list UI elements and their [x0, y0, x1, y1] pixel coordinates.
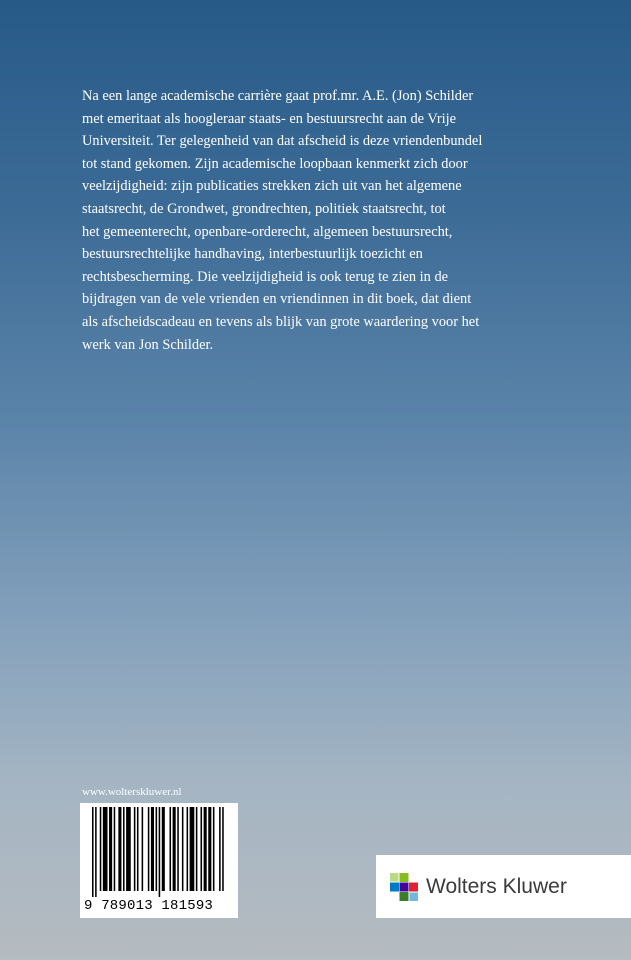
- blurb-line: Universiteit. Ter gelegenheid van dat afscheid is deze vriendenbundel: [82, 133, 483, 150]
- barcode-bar: [208, 807, 211, 891]
- blurb-line: met emeritaat als hoogleraar staats- en bestuursrecht aan de Vrije: [82, 110, 457, 127]
- blurb-line: bestuursrechtelijke handhaving, interbestuurlijk toezicht en: [82, 246, 423, 263]
- barcode-bar: [162, 807, 165, 891]
- barcode-bar: [182, 807, 184, 891]
- isbn-barcode: [80, 803, 238, 918]
- barcode-bar: [177, 807, 179, 891]
- barcode-bar: [187, 807, 189, 891]
- blurb-line: werk van Jon Schilder.: [82, 336, 214, 353]
- barcode-bar: [219, 807, 221, 891]
- barcode-bar: [201, 807, 203, 891]
- barcode-bar: [156, 807, 158, 891]
- barcode-bar: [95, 807, 97, 897]
- barcode-bar: [134, 807, 136, 891]
- barcode-bar: [100, 807, 102, 891]
- barcode-bar: [190, 807, 195, 891]
- barcode-bar: [114, 807, 116, 891]
- barcode-bar: [213, 807, 215, 891]
- blurb-line: bijdragen van de vele vrienden en vriendinnen in dit boek, dat dient: [82, 291, 472, 308]
- wolters-kluwer-logo-icon: [390, 873, 418, 901]
- barcode-bar: [142, 807, 144, 891]
- barcode-bar: [222, 807, 224, 891]
- barcode-bar: [151, 807, 154, 891]
- barcode-bar: [92, 807, 94, 897]
- blurb-line: tot stand gekomen. Zijn academische loopbaan kenmerkt zich door: [82, 155, 468, 172]
- barcode-bar: [148, 807, 150, 891]
- isbn-digits: 9 789013 181593: [84, 898, 214, 914]
- barcode-bar: [109, 807, 112, 891]
- barcode-icon: [92, 807, 226, 897]
- barcode-bar: [170, 807, 172, 891]
- barcode-bar: [103, 807, 108, 891]
- barcode-bar: [196, 807, 198, 891]
- barcode-bar: [173, 807, 176, 891]
- barcode-bar: [137, 807, 139, 891]
- barcode-bar: [126, 807, 131, 891]
- publisher-website: www.wolterskluwer.nl: [82, 786, 182, 798]
- barcode-bar: [159, 807, 161, 897]
- blurb-line: rechtsbescherming. Die veelzijdigheid is ook terug te zien in de: [82, 268, 449, 285]
- blurb-line: staatsrecht, de Grondwet, grondrechten, politiek staatsrecht, tot: [82, 200, 446, 217]
- blurb-line: als afscheidscadeau en tevens als blijk van grote waardering voor het: [82, 313, 480, 330]
- barcode-bar: [123, 807, 125, 891]
- barcode-bar: [204, 807, 207, 891]
- blurb-line: Na een lange academische carrière gaat prof.mr. A.E. (Jon) Schilder: [82, 88, 474, 104]
- publisher-logo-box: [376, 855, 631, 918]
- blurb-line: het gemeenterecht, openbare-orderecht, algemeen bestuursrecht,: [82, 223, 453, 240]
- publisher-name: Wolters Kluwer: [426, 875, 567, 898]
- back-cover-blurb: [82, 85, 512, 356]
- blurb-line: veelzijdigheid: zijn publicaties strekken zich uit van het algemene: [82, 178, 462, 195]
- barcode-bar: [118, 807, 121, 891]
